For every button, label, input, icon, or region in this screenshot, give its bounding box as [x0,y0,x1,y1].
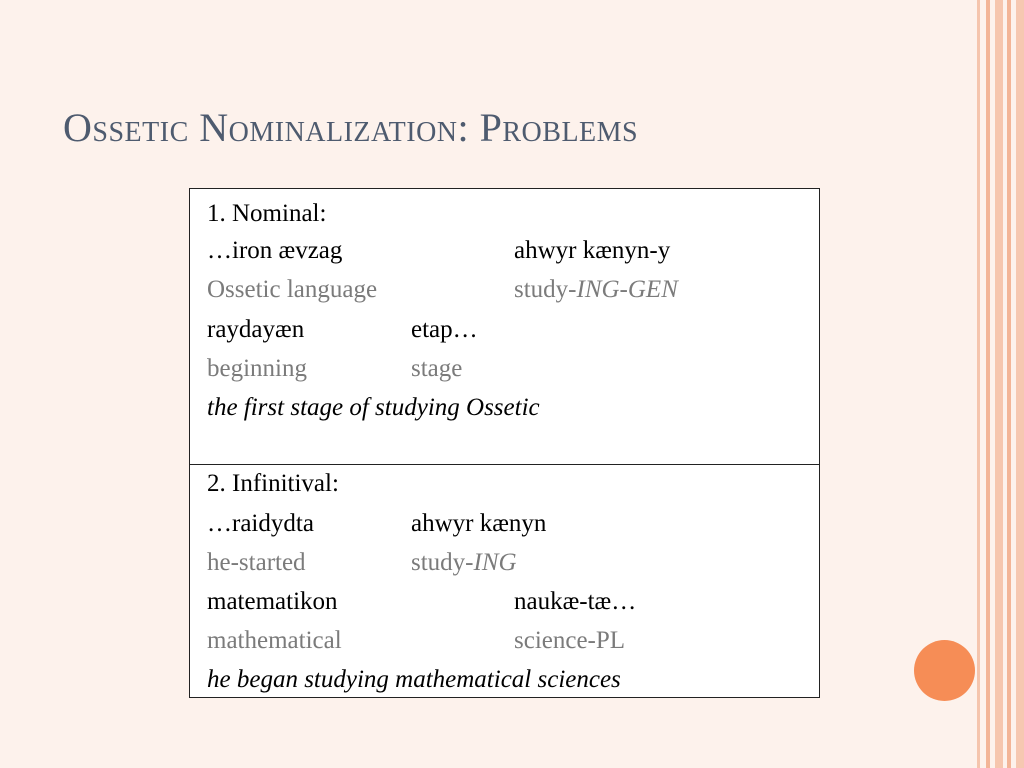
source-word: naukæ-tæ… [514,588,637,615]
gloss-word: study-ING [411,549,517,576]
decorative-stripe [1016,0,1024,768]
source-word: raydayæn [207,316,305,343]
decorative-circle [914,640,975,701]
source-word: …raidydta [207,510,314,537]
decorative-stripe [977,0,980,768]
gloss-word: study-ING-GEN [514,276,678,303]
source-word: …iron ævzag [207,237,343,264]
source-word: etap… [411,316,478,343]
examples-table [189,188,820,698]
gloss-word: stage [411,355,463,382]
gloss-word: beginning [207,355,307,382]
example-cell-infinitival [190,464,819,697]
source-word: ahwyr kænyn-y [514,237,671,264]
gloss-word: science-PL [514,627,626,654]
gloss-word: mathematical [207,627,342,654]
gloss-word: he-started [207,549,306,576]
example-heading: 1. Nominal: [207,200,327,227]
example-cell-nominal [190,189,819,464]
source-word: matematikon [207,588,338,615]
slide-title: Ossetic Nominalization: Problems [63,105,639,150]
source-word: ahwyr kænyn [411,510,547,537]
free-translation: the first stage of studying Ossetic [207,394,540,421]
decorative-stripe [986,0,990,768]
example-heading: 2. Infinitival: [207,470,339,497]
decorative-stripe [1007,0,1011,768]
decorative-stripe [995,0,1003,768]
free-translation: he began studying mathematical sciences [207,666,621,693]
gloss-word: Ossetic language [207,276,378,303]
